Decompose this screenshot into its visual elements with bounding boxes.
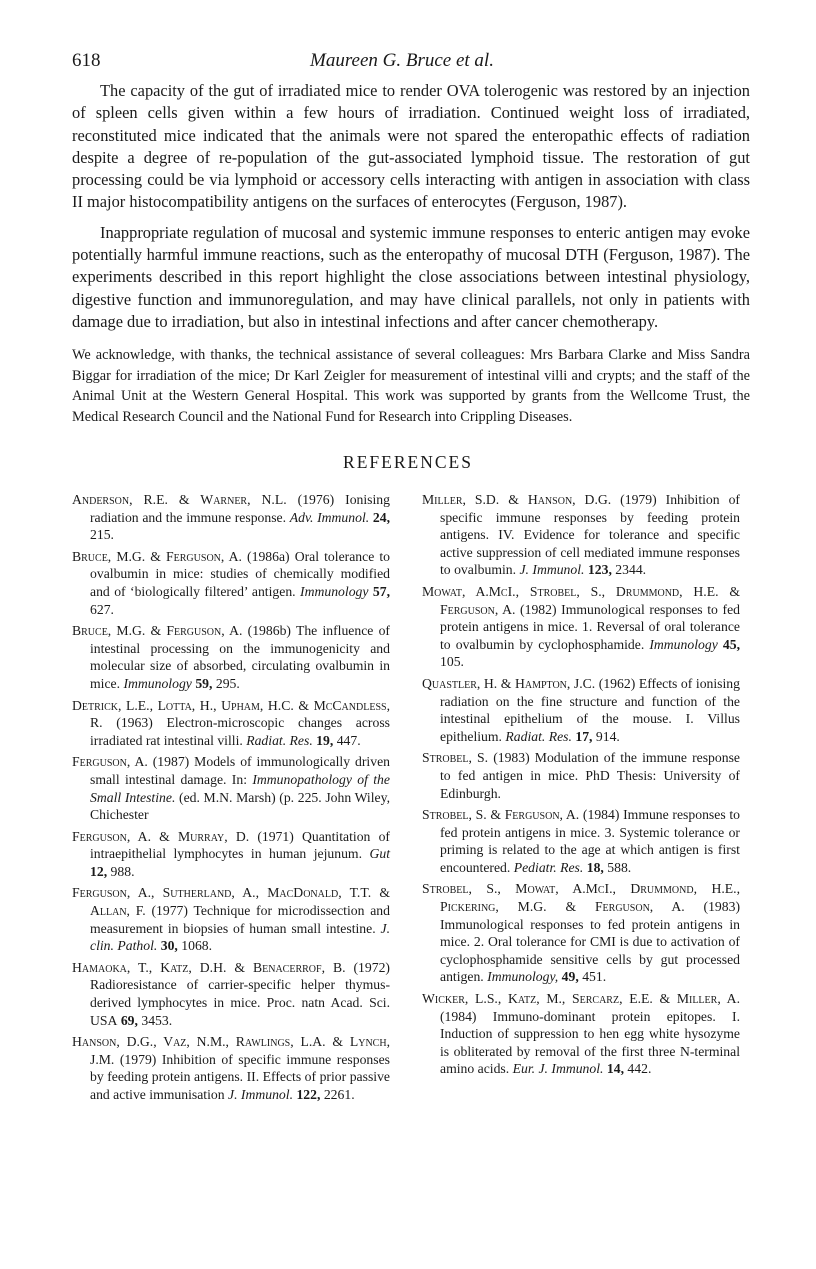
- reference-authors: Anderson, R.E. & Warner, N.L.: [72, 492, 287, 507]
- reference-pages: 295.: [212, 675, 240, 691]
- reference-authors: Strobel, S., Mowat, A.McI., Drummond, H.E., Pickering, M.G. & Ferguson, A.: [422, 881, 740, 915]
- reference-volume: 69,: [117, 1012, 138, 1028]
- reference-text: (1983) Modulation of the immune response to fed antigen in mice. PhD Thesis: University of Edinburgh.: [440, 750, 740, 801]
- reference-text: (1962) Effects of ionising radiation on the fine structure and function of the intestinal epithelium of the mouse. I. Villus epithelium.: [440, 675, 740, 744]
- reference-text: (1982) Immunological responses to fed protein antigens in mice. 1. Reversal of oral tolerance to ovalbumin by cyclophosphamide.: [440, 601, 740, 652]
- reference-journal: Immunology: [649, 636, 718, 652]
- reference-item: [72, 697, 390, 750]
- reference-text: (1972) Radioresistance of carrier-specific helper thymus-derived lymphocytes in mice. Proc. natn Acad. Sci. USA: [90, 959, 390, 1028]
- reference-text: (1979) Inhibition of specific immune responses by feeding protein antigens. II. Effects of prior passive and active immunisation: [90, 1051, 390, 1102]
- reference-item: [72, 884, 390, 954]
- reference-volume: 30,: [157, 938, 178, 954]
- reference-authors: Strobel, S.: [422, 750, 489, 766]
- references-right-column: [422, 491, 740, 1082]
- reference-authors: Wicker, L.S., Katz, M., Sercarz, E.E. & Miller, A.: [422, 991, 740, 1007]
- reference-authors: Quastler, H. & Hampton, J.C.: [422, 675, 596, 691]
- reference-text: (1987) Models of immunologically driven small intestinal damage. In:: [90, 754, 391, 787]
- reference-pages: 588.: [603, 859, 632, 875]
- reference-authors: Strobel, S. & Ferguson, A.: [422, 807, 580, 823]
- reference-pages: 914.: [592, 728, 620, 744]
- body-paragraph: The capacity of the gut of irradiated mice to render OVA tolerogenic was restored by an injection of spleen cells given within a few hours of irradiation. Continued weight loss of irradiated, reconstituted mice indicated that the animals were not spared the enteropathic effects of radiation despite a degree of re-population of the gut-associated lymphoid tissue. The restoration of gut processing could be via lymphoid or accessory cells interacting with antigen in association with class II major histocompatibility antigens on the surfaces of enterocytes (Ferguson, 1987).: [72, 81, 750, 212]
- reference-item: [72, 828, 390, 881]
- reference-journal: J. Immunol.: [228, 1087, 294, 1102]
- reference-authors: Ferguson, A. & Murray, D.: [72, 828, 250, 844]
- reference-authors: Hanson, D.G., Vaz, N.M., Rawlings, L.A. & Lynch, J.M.: [72, 1034, 390, 1067]
- reference-authors: Bruce, M.G. & Ferguson, A.: [72, 548, 242, 564]
- body-text: [72, 80, 750, 333]
- reference-volume: 19,: [312, 732, 334, 748]
- reference-pages: 447.: [333, 732, 361, 748]
- reference-volume: 18,: [583, 859, 604, 875]
- reference-volume: 57,: [368, 583, 391, 599]
- reference-item: [422, 806, 740, 876]
- reference-item: [422, 880, 740, 986]
- reference-pages: 442.: [624, 1061, 652, 1077]
- reference-pages: 988.: [107, 863, 135, 879]
- reference-text: (1977) Technique for microdissection and measurement in biopsies of human small intestine.: [90, 903, 390, 936]
- page-header: [72, 50, 752, 78]
- reference-journal: J. Immunol.: [519, 562, 585, 578]
- reference-authors: Bruce, M.G. & Ferguson, A.: [72, 623, 243, 639]
- reference-journal: Pediatr. Res.: [513, 859, 584, 875]
- reference-volume: 14,: [603, 1061, 624, 1077]
- reference-item: [72, 622, 390, 692]
- reference-item: [422, 583, 740, 671]
- reference-text: (1971) Quantitation of intraepithelial lymphocytes in human jejunum.: [90, 828, 390, 862]
- reference-pages: 627.: [90, 601, 114, 617]
- reference-volume: 122,: [293, 1087, 321, 1102]
- reference-item: [422, 990, 740, 1078]
- reference-text: (1986b) The influence of intestinal processing on the immunogenicity and molecular size of absorbed, circulating ovalbumin in mice.: [90, 623, 390, 691]
- references-left-column: [72, 491, 390, 1108]
- acknowledgement: [72, 345, 750, 427]
- reference-text: (1983) Immunological responses to fed protein antigens in mice. 2. Oral tolerance for CMI is due to activation of cyclophosphamide sensitive cells by gut processed antigen.: [440, 899, 740, 985]
- reference-text: (1984) Immuno-dominant protein epitopes. I. Induction of suppression to hen egg white hysozyme is obliterated by removal of the first three N-terminal amino acids.: [440, 1008, 740, 1077]
- reference-item: [72, 491, 390, 544]
- reference-text: (1986a) Oral tolerance to ovalbumin in mice: studies of chemically modified and of ‘biologically filtered’ antigen.: [90, 548, 391, 599]
- reference-item: [422, 749, 740, 802]
- reference-pages: 451.: [578, 969, 607, 985]
- reference-text: (1979) Inhibition of specific immune responses by feeding protein antigens. IV. Evidence for tolerance and specific active suppression of cell mediated immune responses to ovalbumin.: [440, 492, 740, 578]
- reference-authors: Miller, S.D. & Hanson, D.G.: [422, 492, 612, 507]
- reference-journal: J. clin. Pathol.: [90, 920, 390, 954]
- reference-journal: Immunology,: [487, 969, 559, 985]
- reference-text: (1963) Electron-microscopic changes across irradiated rat intestinal villi.: [90, 715, 390, 748]
- page-number: 618: [72, 50, 101, 71]
- reference-volume: 12,: [90, 863, 108, 879]
- acknowledgement-text: We acknowledge, with thanks, the technical assistance of several colleagues: Mrs Barbara Clarke and Miss Sandra Biggar for irradiation of the mice; Dr Karl Zeigler for measurement of intestinal villi and crypts; and the staff of the Animal Unit at the Western General Hospital. This work was supported by grants from the Wellcome Trust, the Medical Research Council and the National Fund for Research into Crippling Diseases.: [72, 347, 750, 425]
- reference-volume: 45,: [717, 636, 741, 652]
- reference-item: [72, 1033, 390, 1103]
- references-heading: REFERENCES: [343, 452, 473, 472]
- reference-journal: Immunology: [123, 675, 192, 691]
- reference-authors: Ferguson, A., Sutherland, A., MacDonald, T.T. & Allan, F.: [72, 885, 390, 919]
- reference-pages: (ed. M.N. Marsh) (p. 225. John Wiley, Chichester: [90, 789, 390, 823]
- reference-item: [72, 753, 390, 823]
- reference-text: (1984) Immune responses to fed protein antigens in mice. 3. Systemic tolerance or priming is related to the age at which antigen is first encountered.: [440, 807, 740, 875]
- reference-journal: Gut: [369, 846, 390, 862]
- reference-pages: 105.: [440, 654, 464, 670]
- reference-pages: 2344.: [611, 562, 647, 578]
- reference-volume: 59,: [191, 675, 213, 691]
- reference-journal: Adv. Immunol.: [289, 509, 370, 525]
- reference-item: [422, 491, 740, 579]
- reference-item: [422, 675, 740, 745]
- reference-item: [72, 548, 390, 618]
- reference-pages: 2261.: [320, 1087, 355, 1102]
- reference-journal: Radiat. Res.: [246, 732, 313, 748]
- reference-volume: 49,: [558, 969, 579, 985]
- running-head: Maureen G. Bruce et al.: [310, 50, 494, 71]
- reference-journal: Radiat. Res.: [505, 728, 572, 744]
- reference-pages: 3453.: [137, 1012, 173, 1028]
- reference-journal: Immunology: [300, 583, 369, 599]
- reference-volume: 24,: [369, 509, 390, 525]
- reference-journal: Immunopathology of the Small Intestine.: [90, 771, 390, 805]
- reference-authors: Mowat, A.McI., Strobel, S., Drummond, H.E. & Ferguson, A.: [422, 583, 740, 617]
- reference-volume: 123,: [584, 562, 612, 578]
- reference-volume: 17,: [571, 728, 593, 744]
- reference-text: (1976) Ionising radiation and the immune response.: [90, 492, 390, 525]
- reference-authors: Detrick, L.E., Lotta, H., Upham, H.C. & McCandless, R.: [72, 697, 390, 731]
- reference-journal: Eur. J. Immunol.: [512, 1061, 604, 1077]
- reference-item: [72, 959, 390, 1029]
- reference-pages: 1068.: [177, 938, 213, 954]
- reference-authors: Ferguson, A.: [72, 754, 148, 770]
- reference-authors: Hamaoka, T., Katz, D.H. & Benacerrof, B.: [72, 959, 346, 975]
- reference-pages: 215.: [90, 527, 114, 543]
- body-paragraph: Inappropriate regulation of mucosal and systemic immune responses to enteric antigen may evoke potentially harmful immune reactions, such as the enteropathy of mucosal DTH (Ferguson, 1987). The experiments described in this report highlight the close associations between intestinal physiology, digestive function and immunoregulation, and may have clinical parallels, not only in patients with damage due to irradiation, but also in intestinal infections and after cancer chemotherapy.: [72, 222, 750, 331]
